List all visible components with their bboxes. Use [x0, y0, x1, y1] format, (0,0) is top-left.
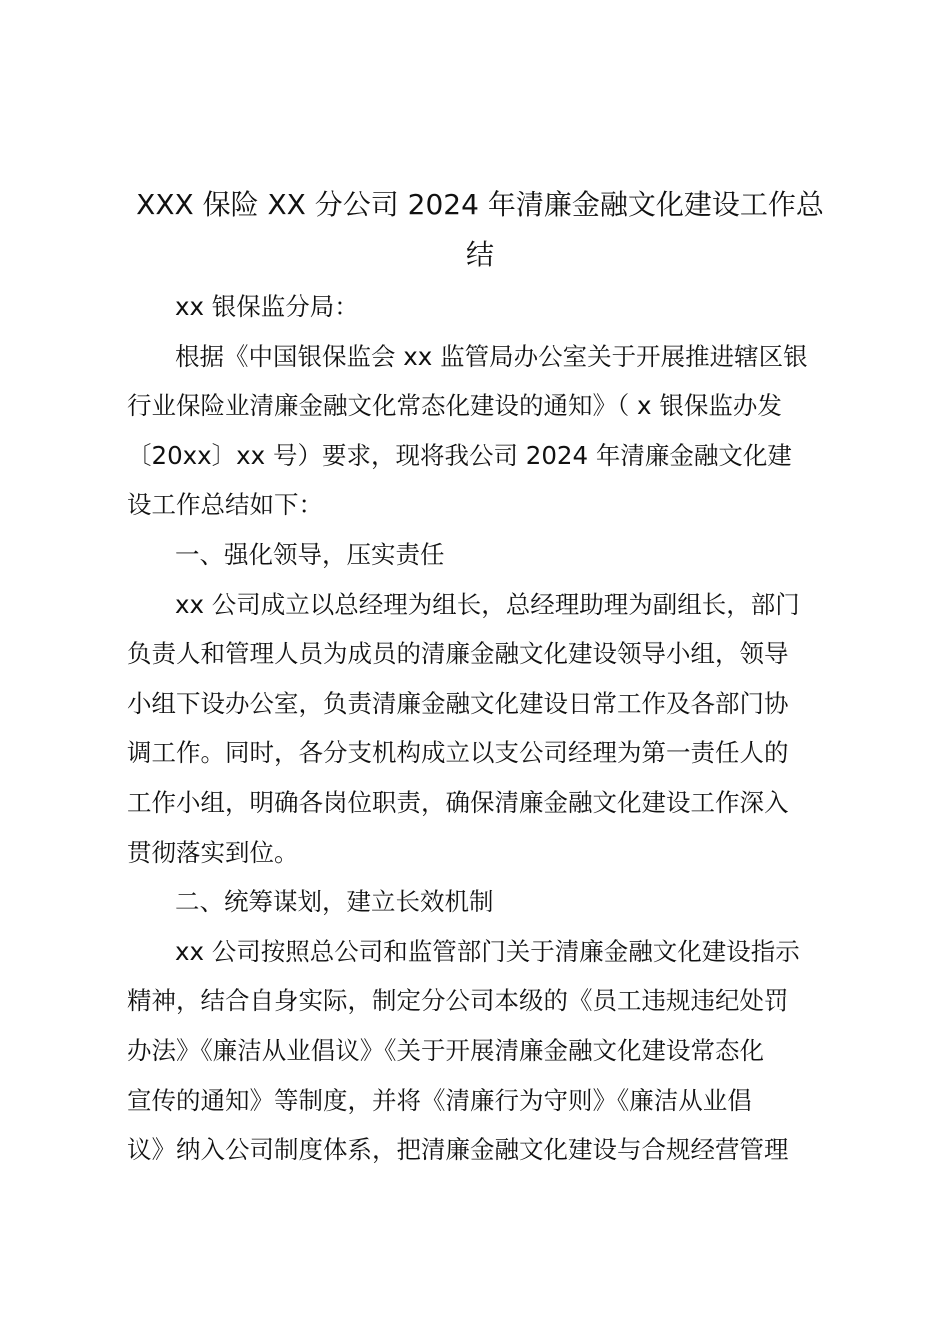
body-paragraph: [127, 332, 833, 530]
text-line: 行业保险业清廉金融文化常态化建设的通知》（ x 银保监办发: [127, 391, 782, 421]
text-line: 精神，结合自身实际，制定分公司本级的《员工违规违纪处罚: [127, 986, 789, 1016]
document-page: [127, 180, 833, 1175]
text-line: 根据《中国银保监会 xx 监管局办公室关于开展推进辖区银: [175, 341, 808, 371]
text-line: 〔20xx〕xx 号）要求，现将我公司 2024 年清廉金融文化建: [127, 440, 792, 470]
body-paragraph: [127, 927, 833, 1175]
salutation: [127, 282, 833, 332]
text-line: 办法》《廉洁从业倡议》《关于开展清廉金融文化建设常态化: [127, 1035, 764, 1065]
text-line: 议》纳入公司制度体系，把清廉金融文化建设与合规经营管理: [127, 1135, 789, 1165]
text-line: 工作小组，明确各岗位职责，确保清廉金融文化建设工作深入: [127, 787, 789, 817]
section-heading: [127, 530, 833, 580]
title-line: XXX 保险 XX 分公司 2024 年清廉金融文化建设工作总: [136, 188, 824, 221]
text-line: 设工作总结如下：: [127, 490, 323, 520]
title-line: 结: [465, 238, 494, 271]
document-title: [127, 180, 833, 280]
document-body: [127, 282, 833, 1175]
text-line: 二、统筹谋划，建立长效机制: [175, 887, 494, 917]
text-line: 小组下设办公室，负责清廉金融文化建设日常工作及各部门协: [127, 688, 789, 718]
text-line: 一、强化领导，压实责任: [175, 539, 445, 569]
text-line: xx 公司按照总公司和监管部门关于清廉金融文化建设指示: [175, 936, 800, 966]
text-line: xx 公司成立以总经理为组长，总经理助理为副组长，部门: [175, 589, 800, 619]
section-heading: [127, 877, 833, 927]
text-line: 负责人和管理人员为成员的清廉金融文化建设领导小组，领导: [127, 639, 789, 669]
body-paragraph: [127, 580, 833, 878]
text-line: xx 银保监分局：: [175, 292, 359, 321]
text-line: 宣传的通知》等制度，并将《清廉行为守则》《廉洁从业倡: [127, 1085, 752, 1115]
text-line: 调工作。同时，各分支机构成立以支公司经理为第一责任人的: [127, 738, 789, 768]
text-line: 贯彻落实到位。: [127, 837, 299, 867]
